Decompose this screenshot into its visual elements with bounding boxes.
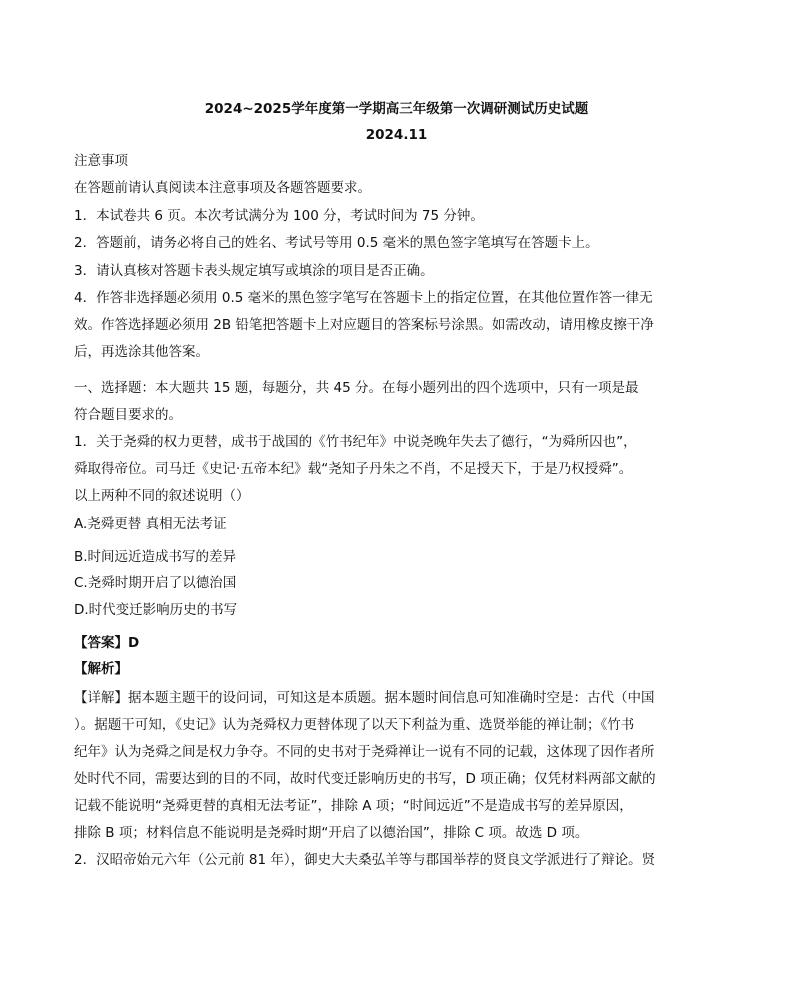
q1-detail-line-3: 纪年》认为尧舜之间是权力争夺。不同的史书对于尧舜禅让一说有不同的记载，这体现了因作者所 [74, 744, 655, 760]
notice-item-2: 2．答题前，请务必将自己的姓名、考试号等用 0.5 毫米的黑色签字笔填写在答题卡上。 [74, 235, 599, 251]
notice-item-1: 1．本试卷共 6 页。本次考试满分为 100 分，考试时间为 75 分钟。 [74, 208, 484, 224]
q1-analysis-heading: 【解析】 [74, 661, 128, 677]
q1-detail-line-4: 处时代不同，需要达到的目的不同，故时代变迁影响历史的书写，D 项正确；仅凭材料两部文献的 [74, 771, 656, 787]
exam-title: 2024~2025学年度第一学期高三年级第一次调研测试历史试题 [204, 101, 589, 117]
notice-item-3: 3．请认真核对答题卡表头规定填写或填涂的项目是否正确。 [74, 263, 434, 279]
q1-detail-line-5: 记载不能说明“尧舜更替的真相无法考证”，排除 A 项；“时间远近”不是造成书写的差异原因， [74, 798, 633, 814]
q1-option-d: D.时代变迁影响历史的书写 [74, 602, 238, 618]
q1-answer: 【答案】D [74, 635, 140, 651]
exam-date: 2024.11 [365, 127, 428, 143]
q1-detail-line-2: ）。据题干可知，《史记》认为尧舜权力更替体现了以天下利益为重、选贤举能的禅让制；《竹书 [74, 717, 635, 733]
q1-stem-line-1: 1．关于尧舜的权力更替，成书于战国的《竹书纪年》中说尧晚年失去了德行，“为舜所囚也”， [74, 434, 637, 450]
q1-detail-line-1: 【详解】据本题主题干的设问词，可知这是本质题。据本题时间信息可知准确时空是：古代（中国 [74, 690, 655, 706]
notice-item-4-line-2: 效。作答选择题必须用 2B 铅笔把答题卡上对应题目的答案标号涂黑。如需改动，请用橡皮擦干净 [74, 317, 654, 333]
q1-option-c: C.尧舜时期开启了以德治国 [74, 575, 237, 591]
notice-heading: 注意事项 [74, 153, 128, 169]
q1-option-a: A.尧舜更替 真相无法考证 [74, 516, 227, 532]
q1-stem-line-3: 以上两种不同的叙述说明（） [74, 488, 250, 504]
q1-option-b: B.时间远近造成书写的差异 [74, 549, 237, 565]
notice-item-4-line-1: 4．作答非选择题必须用 0.5 毫米的黑色签字笔写在答题卡上的指定位置，在其他位置作答一律无 [74, 290, 653, 306]
q2-stem-line-1: 2．汉昭帝始元六年（公元前 81 年），御史大夫桑弘羊等与郡国举荐的贤良文学派进行了辩论。贤 [74, 852, 656, 868]
notice-item-4-line-3: 后，再选涂其他答案。 [74, 344, 209, 360]
notice-intro: 在答题前请认真阅读本注意事项及各题答题要求。 [74, 180, 371, 196]
q1-stem-line-2: 舜取得帝位。司马迁《史记·五帝本纪》载“尧知子丹朱之不肖，不足授天下，于是乃权授舜”。 [74, 461, 633, 477]
q1-detail-line-6: 排除 B 项；材料信息不能说明是尧舜时期“开启了以德治国”，排除 C 项。故选 D 项。 [74, 825, 589, 841]
section-instruction-line-1: 一、选择题：本大题共 15 题，每题分，共 45 分。在每小题列出的四个选项中，只有一项是最 [74, 380, 639, 396]
section-instruction-line-2: 符合题目要求的。 [74, 407, 182, 423]
